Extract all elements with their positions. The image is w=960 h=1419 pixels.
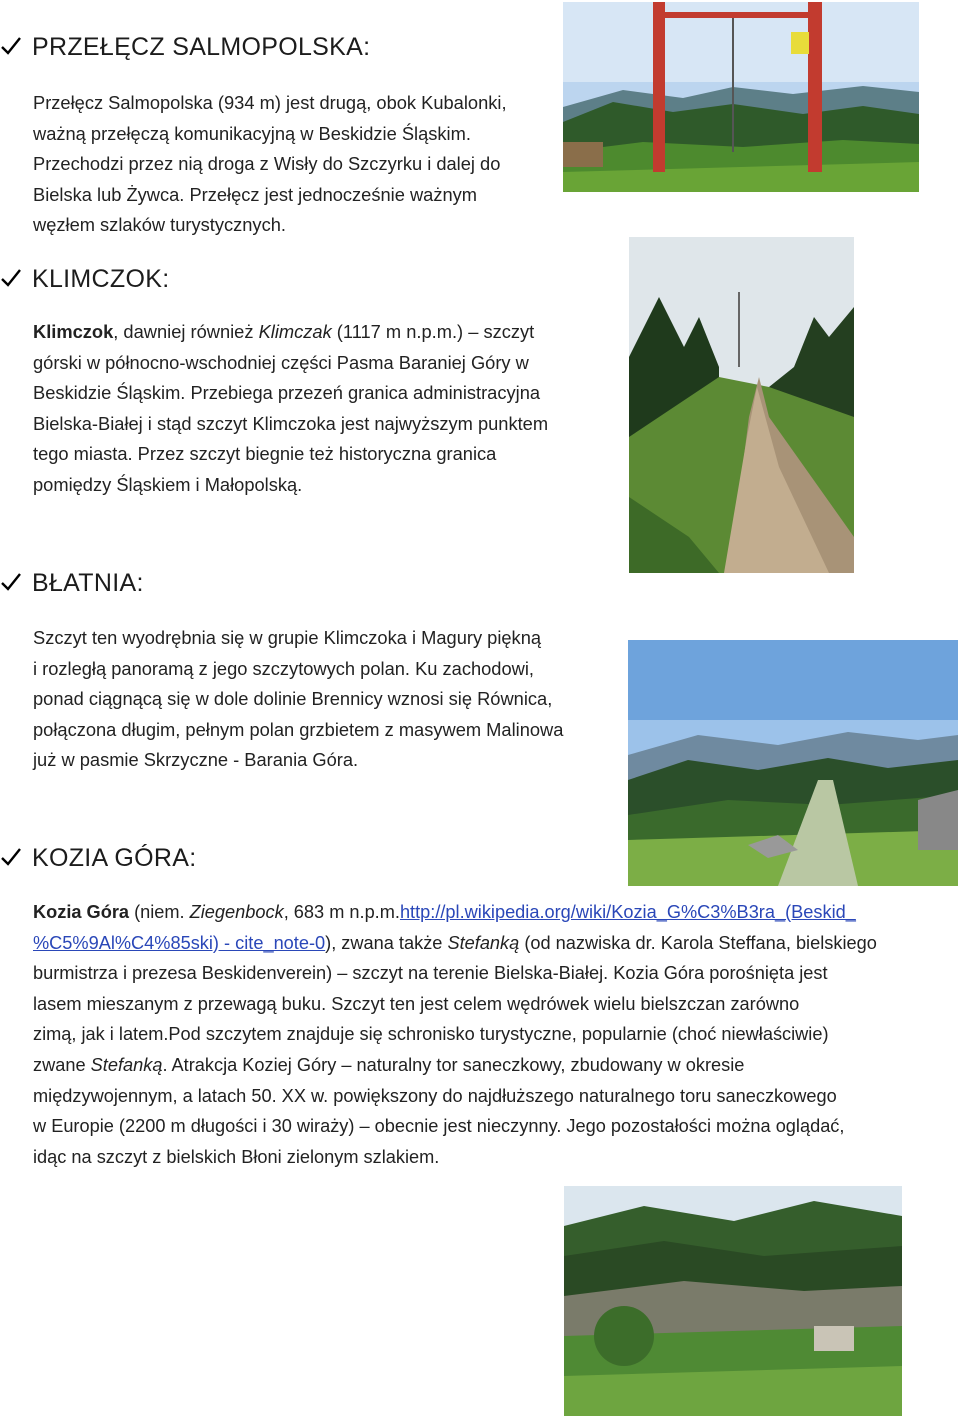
section-heading-kozia-gora <box>0 844 196 873</box>
text-line: tego miasta. Przez szczyt biegnie też historyczna granica <box>33 443 497 465</box>
italic-term: Ziegenbock <box>189 902 284 922</box>
section-heading-klimczok <box>0 265 169 294</box>
text-line <box>33 317 548 348</box>
italic-term: Stefanką <box>447 932 520 953</box>
text-line: zimą, jak i latem.Pod szczytem znajduje się schronisko turystyczne, popularnie (choć niewłaściwie) <box>33 1024 829 1045</box>
text-span: , 683 m n.p.m. <box>283 902 400 922</box>
photo-salmopolska-ski-lift <box>563 2 919 192</box>
text-line <box>33 928 933 959</box>
text-line: już w pasmie Skrzyczne - Barania Góra. <box>33 749 359 771</box>
text-line: Szczyt ten wyodrębnia się w grupie Klimczoka i Magury piękną <box>33 627 542 648</box>
text-line: w Europie (2200 m długości i 30 wiraży) – obecnie jest nieczynny. Jego pozostałości można oglądać, <box>33 1116 845 1137</box>
wikipedia-link[interactable]: http://pl.wikipedia.org/wiki/Kozia_G%C3%B3ra_(Beskid_ <box>399 902 856 922</box>
text-line: ponad ciągnącą się w dole dolinie Brennicy wznosi się Równica, <box>33 688 553 710</box>
section-text-klimczok <box>33 317 548 501</box>
text-line: idąc na szczyt z bielskich Błoni zielonym szlakiem. <box>33 1146 440 1167</box>
photo-blatnia-panorama <box>628 640 958 886</box>
text-line: lasem mieszanym z przewagą buku. Szczyt ten jest celem wędrówek wielu bielszczan zarówno <box>33 993 800 1014</box>
text-span: (od nazwiska dr. Karola Steffana, bielskiego <box>519 932 877 953</box>
text-line: burmistrza i prezesa Beskidenverein) – szczyt na terenie Bielska-Białej. Kozia Góra porośnięta jest <box>33 963 828 984</box>
text-span: ), zwana także <box>325 932 448 953</box>
section-text-salmopolska <box>33 88 507 241</box>
section-text-kozia-gora <box>33 897 933 1172</box>
heading-text: KLIMCZOK: <box>32 265 170 293</box>
photo-kozia-gora-village <box>564 1186 902 1416</box>
photo-klimczok-trail <box>629 237 854 573</box>
checkmark-icon <box>0 35 22 57</box>
heading-text: PRZEŁĘCZ SALMOPOLSKA: <box>32 33 371 61</box>
wikipedia-link-continued[interactable]: %C5%9Al%C4%85ski) - cite_note-0 <box>33 932 326 953</box>
text-span: (1117 m n.p.m.) – szczyt <box>331 321 535 342</box>
text-line: Bielska-Białej i stąd szczyt Klimczoka jest najwyższym punktem <box>33 412 549 434</box>
text-span: zwane <box>33 1054 91 1075</box>
text-line <box>33 897 933 928</box>
heading-text: BŁATNIA: <box>32 569 144 597</box>
bold-term: Klimczok <box>33 321 114 342</box>
text-line: połączona długim, pełnym polan grzbietem z masywem Malinowa <box>33 718 564 740</box>
bold-term: Kozia Góra <box>33 902 130 922</box>
text-line: węzłem szlaków turystycznych. <box>33 214 286 236</box>
text-line: i rozległą panoramą z jego szczytowych polan. Ku zachodowi, <box>33 657 534 679</box>
section-text-blatnia <box>33 623 563 776</box>
text-line: pomiędzy Śląskiem i Małopolską. <box>33 473 303 495</box>
section-heading-salmopolska <box>0 33 370 62</box>
checkmark-icon <box>0 846 22 868</box>
text-line: Bielska lub Żywca. Przełęcz jest jednocześnie ważnym <box>33 183 478 205</box>
text-line: Przełęcz Salmopolska (934 m) jest drugą, obok Kubalonki, <box>33 92 507 113</box>
text-line <box>33 1050 933 1081</box>
text-span: (niem. <box>129 902 190 922</box>
text-line: Przechodzi przez nią droga z Wisły do Szczyrku i dalej do <box>33 153 501 175</box>
text-line: międzywojennym, a latach 50. XX w. powiększony do najdłuższego naturalnego toru saneczkowego <box>33 1085 837 1106</box>
text-line: ważną przełęczą komunikacyjną w Beskidzie Śląskim. <box>33 122 471 144</box>
text-line: górski w północno-wschodniej części Pasma Baraniej Góry w <box>33 351 529 373</box>
text-span: . Atrakcja Koziej Góry – naturalny tor saneczkowy, zbudowany w okresie <box>162 1054 745 1075</box>
heading-text: KOZIA GÓRA: <box>32 844 197 872</box>
text-span: , dawniej również <box>113 321 259 342</box>
italic-term: Stefanką <box>90 1054 163 1075</box>
section-heading-blatnia <box>0 569 144 598</box>
checkmark-icon <box>0 571 22 593</box>
text-line: Beskidzie Śląskim. Przebiega przezeń granica administracyjna <box>33 382 541 404</box>
italic-term: Klimczak <box>258 321 332 342</box>
checkmark-icon <box>0 267 22 289</box>
